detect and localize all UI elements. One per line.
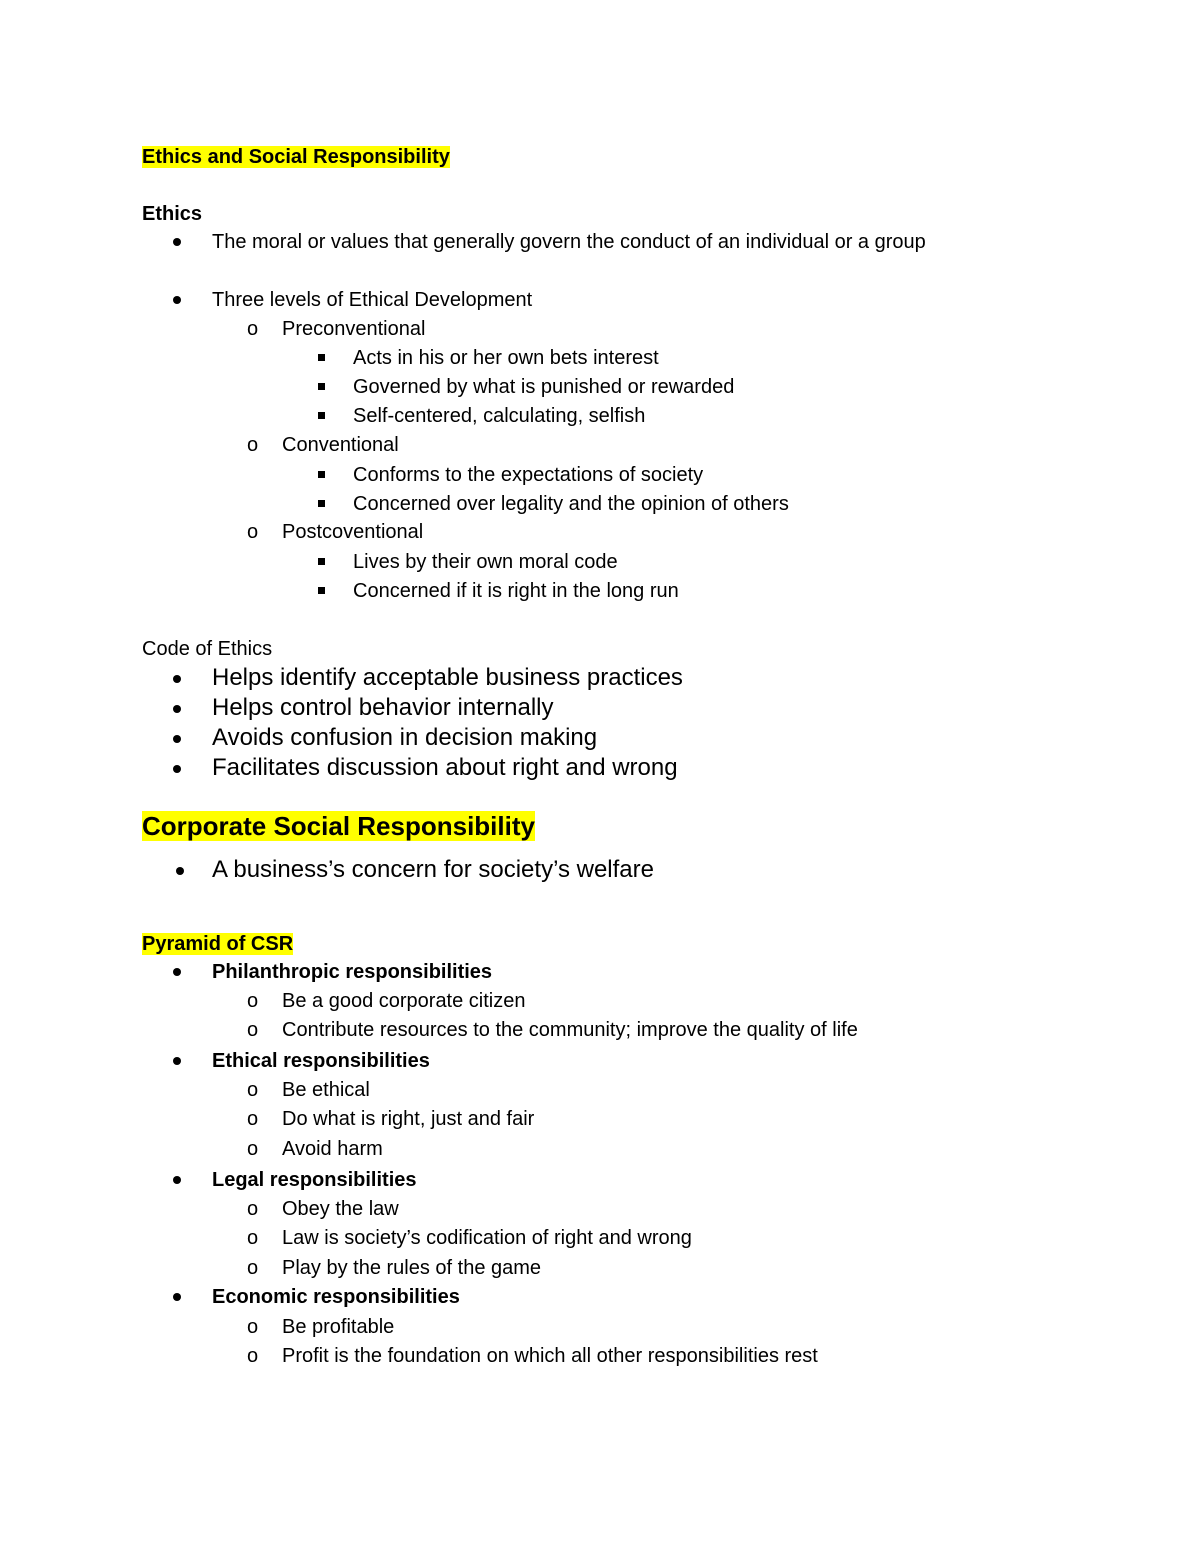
csr-heading: Corporate Social Responsibility — [142, 811, 535, 841]
bullet-circle-icon: o — [247, 521, 259, 543]
bullet-circle-icon: o — [247, 318, 259, 340]
pyramid-heading: Pyramid of CSR — [142, 933, 294, 955]
pyramid-item: Avoid harm — [282, 1138, 383, 1160]
bullet-circle-icon: o — [247, 1198, 259, 1220]
pyramid-item: Be profitable — [282, 1316, 395, 1338]
bullet-square-icon — [318, 587, 325, 594]
pyramid-item: Be ethical — [282, 1079, 370, 1101]
code-item: Helps control behavior internally — [212, 694, 554, 721]
level-name: Preconventional — [282, 318, 426, 340]
ethics-levels-label: Three levels of Ethical Development — [212, 289, 533, 311]
bullet-circle-icon: o — [247, 1108, 259, 1130]
code-item: Facilitates discussion about right and wrong — [212, 754, 678, 781]
code-item: Helps identify acceptable business practices — [212, 664, 683, 691]
bullet-circle-icon: o — [247, 990, 259, 1012]
bullet-circle-icon: o — [247, 1138, 259, 1160]
bullet-circle-icon: o — [247, 1019, 259, 1041]
bullet-square-icon — [318, 412, 325, 419]
bullet-dot-icon — [173, 735, 181, 743]
document-title: Ethics and Social Responsibility — [142, 146, 450, 168]
bullet-dot-icon — [173, 238, 181, 246]
level-item: Conforms to the expectations of society — [353, 464, 704, 486]
pyramid-item: Do what is right, just and fair — [282, 1108, 535, 1130]
pyramid-group-label: Ethical responsibilities — [212, 1050, 430, 1072]
bullet-dot-icon — [173, 1057, 181, 1065]
bullet-square-icon — [318, 354, 325, 361]
bullet-circle-icon: o — [247, 1227, 259, 1249]
bullet-square-icon — [318, 500, 325, 507]
bullet-circle-icon: o — [247, 1345, 259, 1367]
bullet-dot-icon — [173, 675, 181, 683]
level-item: Governed by what is punished or rewarded — [353, 376, 735, 398]
pyramid-group-label: Legal responsibilities — [212, 1169, 417, 1191]
level-name: Conventional — [282, 434, 399, 456]
level-name: Postcoventional — [282, 521, 424, 543]
pyramid-group-label: Philanthropic responsibilities — [212, 961, 493, 983]
bullet-dot-icon — [176, 867, 184, 875]
level-item: Concerned if it is right in the long run — [353, 580, 679, 602]
bullet-dot-icon — [173, 296, 181, 304]
level-item: Lives by their own moral code — [353, 551, 618, 573]
ethics-heading: Ethics — [142, 203, 203, 225]
bullet-dot-icon — [173, 765, 181, 773]
code-item: Avoids confusion in decision making — [212, 724, 598, 751]
pyramid-group-label: Economic responsibilities — [212, 1286, 460, 1308]
ethics-definition: The moral or values that generally govern the conduct of an individual or a group — [212, 231, 926, 253]
pyramid-item: Obey the law — [282, 1198, 399, 1220]
bullet-circle-icon: o — [247, 434, 259, 456]
pyramid-item: Play by the rules of the game — [282, 1257, 542, 1279]
bullet-circle-icon: o — [247, 1079, 259, 1101]
bullet-dot-icon — [173, 1176, 181, 1184]
code-of-ethics-heading: Code of Ethics — [142, 638, 273, 660]
level-item: Self-centered, calculating, selfish — [353, 405, 646, 427]
bullet-square-icon — [318, 471, 325, 478]
level-item: Concerned over legality and the opinion of others — [353, 493, 789, 515]
bullet-square-icon — [318, 558, 325, 565]
bullet-circle-icon: o — [247, 1316, 259, 1338]
bullet-dot-icon — [173, 1293, 181, 1301]
bullet-square-icon — [318, 383, 325, 390]
pyramid-item: Be a good corporate citizen — [282, 990, 526, 1012]
bullet-dot-icon — [173, 705, 181, 713]
bullet-dot-icon — [173, 968, 181, 976]
pyramid-item: Profit is the foundation on which all other responsibilities rest — [282, 1345, 818, 1367]
level-item: Acts in his or her own bets interest — [353, 347, 659, 369]
csr-item: A business’s concern for society’s welfare — [212, 856, 654, 883]
bullet-circle-icon: o — [247, 1257, 259, 1279]
pyramid-item: Contribute resources to the community; improve the quality of life — [282, 1019, 858, 1041]
pyramid-item: Law is society’s codification of right and wrong — [282, 1227, 692, 1249]
